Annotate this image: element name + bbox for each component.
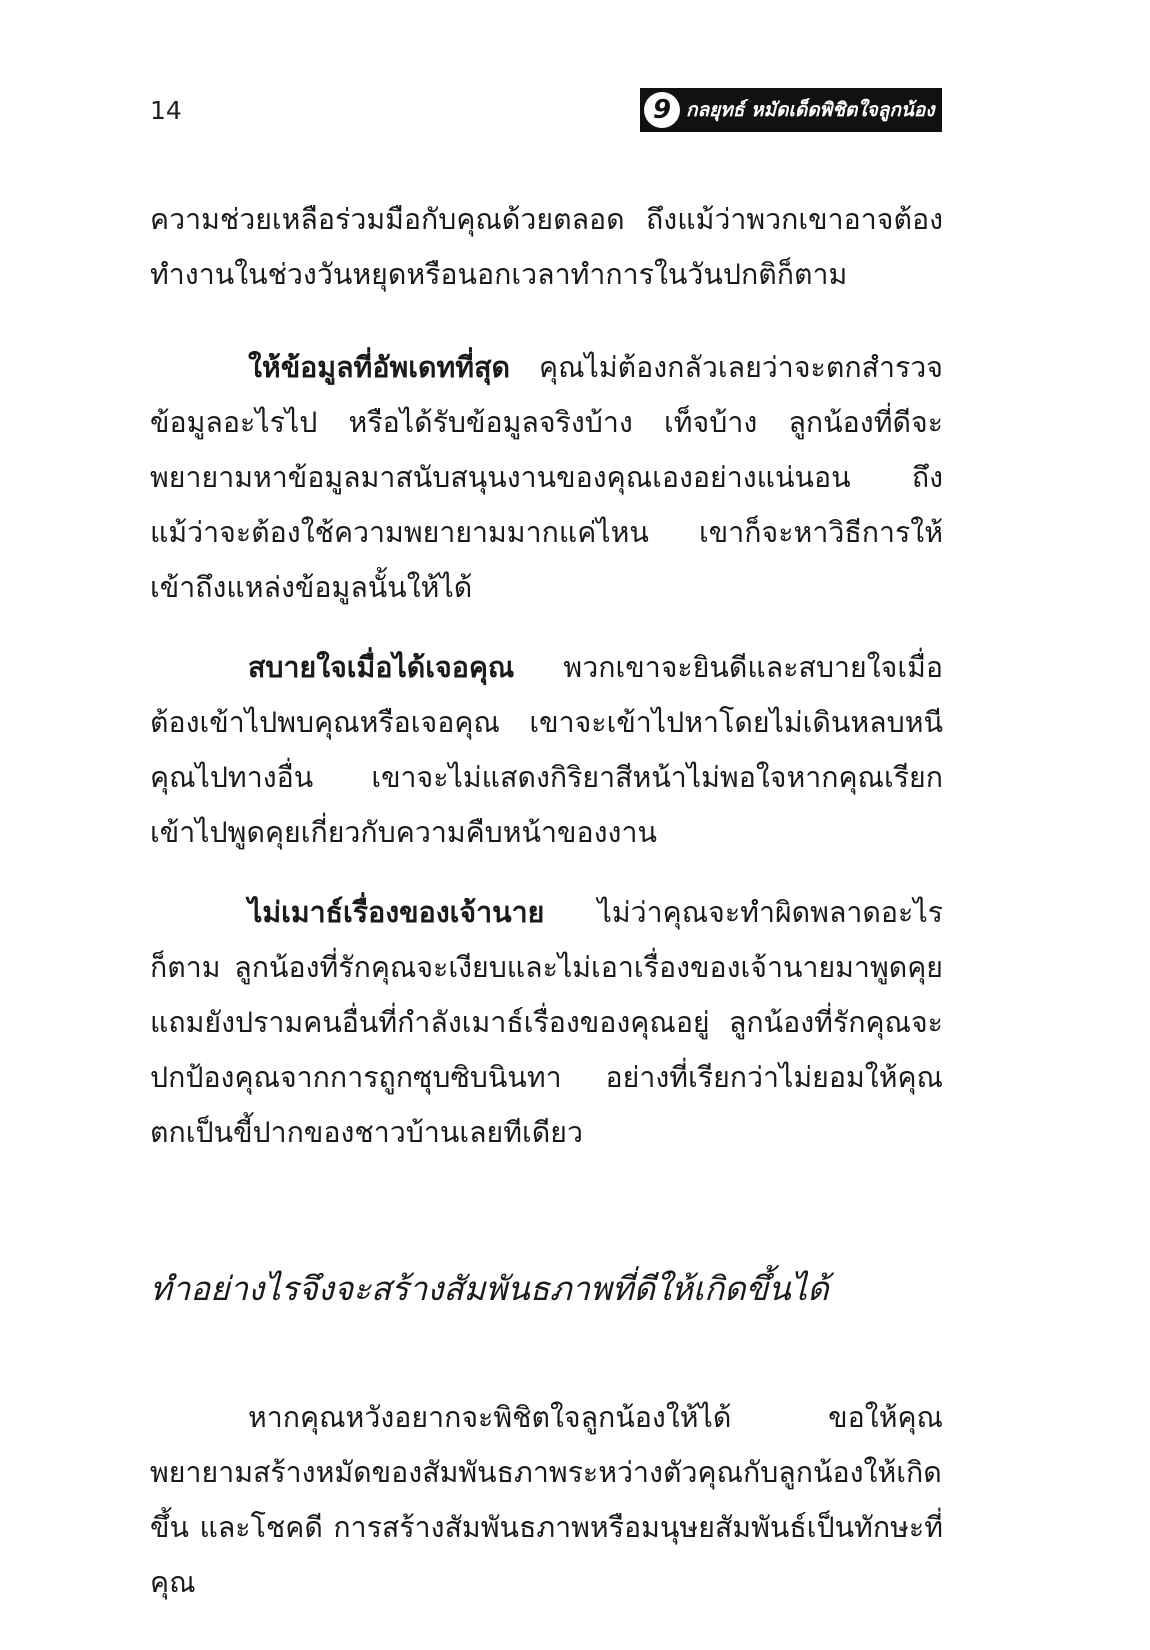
paragraph-updated-info	[150, 340, 943, 615]
paragraph-comfortable	[150, 640, 943, 860]
paragraph-lead: ให้ข้อมูลที่อัพเดทที่สุด	[248, 351, 510, 384]
section-heading: ทำอย่างไรจึงจะสร้างสัมพันธภาพที่ดีให้เกิดขึ้นได้	[150, 1269, 829, 1308]
paragraph-lead: สบายใจเมื่อได้เจอคุณ	[248, 651, 515, 684]
page-number: 14	[150, 96, 182, 125]
paragraph-body: คุณไม่ต้องกลัวเลยว่าจะตกสำรวจข้อมูลอะไรไป หรือได้รับข้อมูลจริงบ้าง เท็จบ้าง ลูกน้องที่ดีจะพยายามหาข้อมูลมาสนับสนุนงานของคุณเองอย่างแน่นอน ถึงแม้ว่าจะต้องใช้ความพยายามมากแค่ไหน เขาก็จะหาวิธีการให้เข้าถึงแหล่งข้อมูลนั้นให้ได้	[150, 351, 943, 604]
book-number-badge: 9	[644, 92, 680, 128]
running-header	[640, 88, 942, 132]
book-title: กลยุทธ์ หมัดเด็ดพิชิตใจลูกน้อง	[686, 99, 935, 121]
paragraph-lead: ไม่เมาธ์เรื่องของเจ้านาย	[248, 896, 545, 929]
section-paragraph: หากคุณหวังอยากจะพิชิตใจลูกน้องให้ได้ ขอให้คุณพยายามสร้างหมัดของสัมพันธภาพระหว่างตัวคุณกับลูกน้องให้เกิดขึ้น และโชคดี การสร้างสัมพันธภาพหรือมนุษยสัมพันธ์เป็นทักษะที่คุณ	[150, 1401, 943, 1599]
paragraph-no-gossip	[150, 885, 943, 1160]
paragraph-body: ไม่ว่าคุณจะทำผิดพลาดอะไรก็ตาม ลูกน้องที่รักคุณจะเงียบและไม่เอาเรื่องของเจ้านายมาพูดคุย แถมยังปรามคนอื่นที่กำลังเมาธ์เรื่องของคุณอยู่ ลูกน้องที่รักคุณจะปกป้องคุณจากการถูกซุบซิบนินทา อย่างที่เรียกว่าไม่ยอมให้คุณตกเป็นขี้ปากของชาวบ้านเลยทีเดียว	[150, 896, 943, 1149]
continuation-paragraph: ความช่วยเหลือร่วมมือกับคุณด้วยตลอด ถึงแม้ว่าพวกเขาอาจต้องทำงานในช่วงวันหยุดหรือนอกเวลาทำการในวันปกติก็ตาม	[150, 203, 943, 291]
paragraph-body: พวกเขาจะยินดีและสบายใจเมื่อต้องเข้าไปพบคุณหรือเจอคุณ เขาจะเข้าไปหาโดยไม่เดินหลบหนีคุณไปทางอื่น เขาจะไม่แสดงกิริยาสีหน้าไม่พอใจหากคุณเรียกเข้าไปพูดคุยเกี่ยวกับความคืบหน้าของงาน	[150, 651, 943, 849]
